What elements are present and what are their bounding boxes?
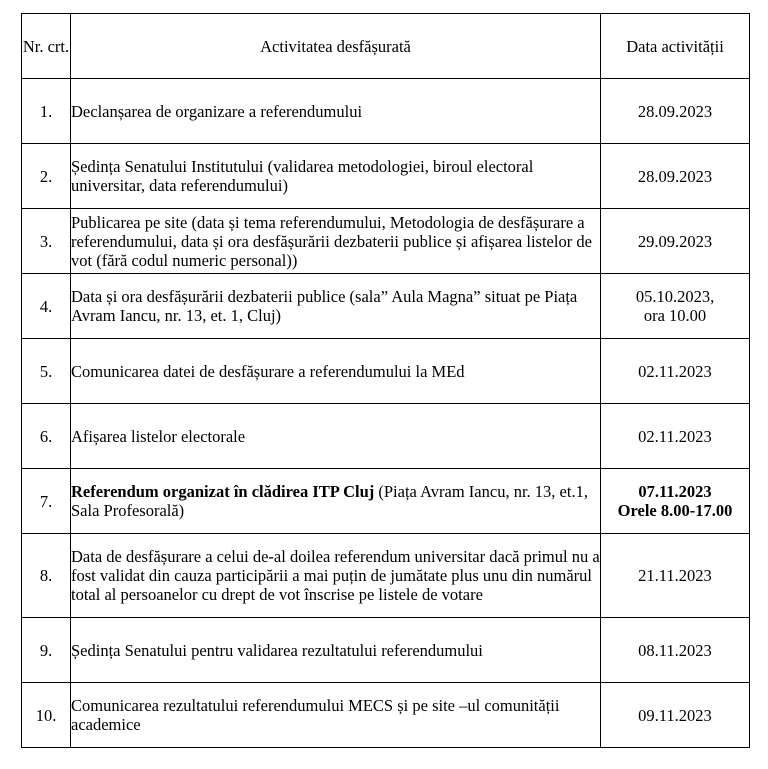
table-header-row (22, 14, 750, 79)
table-row (22, 469, 750, 534)
row-activity: Publicarea pe site (data și tema referendumului, Metodologia de desfășurare a referendumului, data și ora desfășurării dezbaterii publice și afișarea listelor de vot (fără codul numeric personal)) (71, 209, 601, 274)
row-number: 2. (22, 144, 71, 209)
row-activity: Ședința Senatului pentru validarea rezultatului referendumului (71, 618, 601, 683)
row-date-line2: Orele 8.00-17.00 (617, 501, 733, 520)
row-number: 10. (22, 683, 71, 748)
header-activity: Activitatea desfășurată (71, 14, 601, 79)
row-number: 4. (22, 274, 71, 339)
row-activity (71, 469, 601, 534)
row-activity: Comunicarea datei de desfășurare a referendumului la MEd (71, 339, 601, 404)
row-activity: Ședința Senatului Institutului (validarea metodologiei, biroul electoral universitar, data referendumului) (71, 144, 601, 209)
row-date: 28.09.2023 (601, 144, 750, 209)
row-date (601, 274, 750, 339)
table-row (22, 683, 750, 748)
row-activity-rest: (Piața Avram Iancu, nr. 13, et.1, Sala Profesorală) (71, 482, 588, 520)
table-row (22, 339, 750, 404)
row-activity: Data și ora desfășurării dezbaterii publice (sala” Aula Magna” situat pe Piața Avram Iancu, nr. 13, et. 1, Cluj) (71, 274, 601, 339)
table-row (22, 534, 750, 618)
row-number: 5. (22, 339, 71, 404)
table-row (22, 404, 750, 469)
schedule-table (21, 13, 750, 748)
table-row (22, 79, 750, 144)
row-date-line1: 05.10.2023, (635, 287, 715, 306)
row-number: 7. (22, 469, 71, 534)
table-row (22, 144, 750, 209)
row-date: 08.11.2023 (601, 618, 750, 683)
row-number: 9. (22, 618, 71, 683)
row-date: 02.11.2023 (601, 339, 750, 404)
row-date-line2: ora 10.00 (643, 306, 707, 325)
row-number: 3. (22, 209, 71, 274)
row-activity: Declanșarea de organizare a referendumului (71, 79, 601, 144)
row-number: 6. (22, 404, 71, 469)
row-date: 09.11.2023 (601, 683, 750, 748)
row-date: 21.11.2023 (601, 534, 750, 618)
row-activity-bold: Referendum organizat în clădirea ITP Cluj (71, 482, 375, 501)
row-activity: Comunicarea rezultatului referendumului MECS și pe site –ul comunității academice (71, 683, 601, 748)
row-date: 28.09.2023 (601, 79, 750, 144)
table-row (22, 618, 750, 683)
table-row (22, 209, 750, 274)
row-activity: Data de desfășurare a celui de-al doilea referendum universitar dacă primul nu a fost validat din cauza participării a mai puțin de jumătate plus unu din numărul total al persoanelor cu drept de vot înscrise pe listele de votare (71, 534, 601, 618)
row-number: 1. (22, 79, 71, 144)
row-date: 02.11.2023 (601, 404, 750, 469)
row-date-line1: 07.11.2023 (638, 482, 712, 501)
header-nr: Nr. crt. (22, 14, 71, 79)
row-number: 8. (22, 534, 71, 618)
table-row (22, 274, 750, 339)
row-date (601, 469, 750, 534)
header-date: Data activității (601, 14, 750, 79)
row-activity: Afișarea listelor electorale (71, 404, 601, 469)
row-date: 29.09.2023 (601, 209, 750, 274)
